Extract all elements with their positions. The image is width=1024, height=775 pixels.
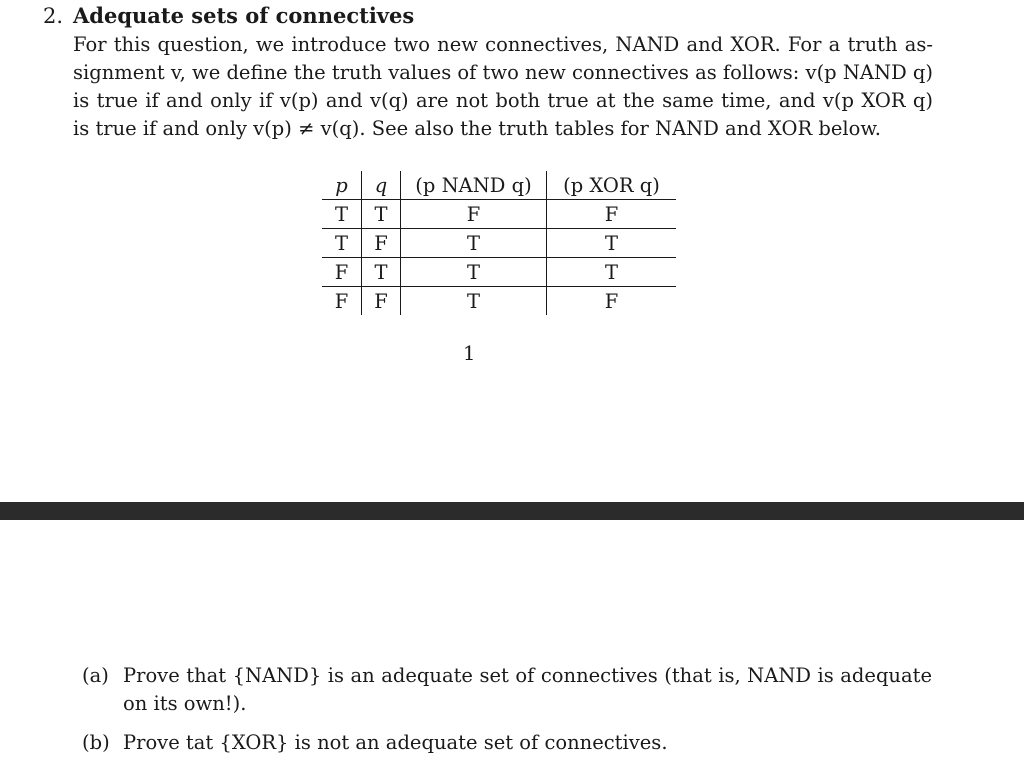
cell: F: [362, 287, 401, 316]
cell: T: [322, 229, 362, 258]
body-line-4: is true if and only v(p) ≠ v(q). See also the truth tables for NAND and XOR below.: [73, 117, 881, 140]
page-number: 1: [463, 342, 476, 365]
part-a-line-2: on its own!).: [123, 692, 247, 715]
part-a-label: (a): [82, 664, 109, 687]
body-line-2: signment v, we define the truth values of two new connectives as follows: v(p NAND q): [73, 61, 933, 84]
cell: T: [401, 287, 547, 316]
cell: F: [401, 200, 547, 229]
question-title: Adequate sets of connectives: [73, 3, 415, 28]
cell: T: [362, 200, 401, 229]
header-q: q: [362, 171, 401, 200]
cell: T: [401, 229, 547, 258]
question-body: [73, 31, 933, 143]
cell: F: [547, 200, 677, 229]
cell: T: [547, 229, 677, 258]
part-b-label: (b): [82, 731, 110, 754]
part-b: [82, 729, 932, 757]
part-a-line-1: Prove that {NAND} is an adequate set of connectives (that is, NAND is adequate: [123, 664, 932, 687]
table-header-row: [322, 171, 676, 200]
cell: F: [362, 229, 401, 258]
question-number: 2.: [43, 4, 64, 28]
cell: T: [322, 200, 362, 229]
header-nand: (p NAND q): [401, 171, 547, 200]
body-line-1: For this question, we introduce two new connectives, NAND and XOR. For a truth as-: [73, 33, 933, 56]
part-b-text: Prove tat {XOR} is not an adequate set of connectives.: [123, 731, 668, 754]
cell: F: [334, 289, 349, 313]
cell: T: [362, 258, 401, 287]
body-line-3: is true if and only if v(p) and v(q) are not both true at the same time, and v(p XOR q): [73, 89, 933, 112]
question-heading: [43, 3, 414, 29]
header-p: p: [322, 171, 362, 200]
table-row: [322, 287, 676, 316]
part-a: [82, 662, 932, 718]
truth-table: [322, 171, 676, 315]
cell: T: [401, 258, 547, 287]
cell: T: [547, 258, 677, 287]
page-divider: [0, 502, 1024, 520]
table-row: [322, 200, 676, 229]
table-row: [322, 258, 676, 287]
table-row: [322, 229, 676, 258]
cell: F: [547, 287, 677, 316]
cell: F: [322, 258, 362, 287]
header-xor: (p XOR q): [547, 171, 677, 200]
